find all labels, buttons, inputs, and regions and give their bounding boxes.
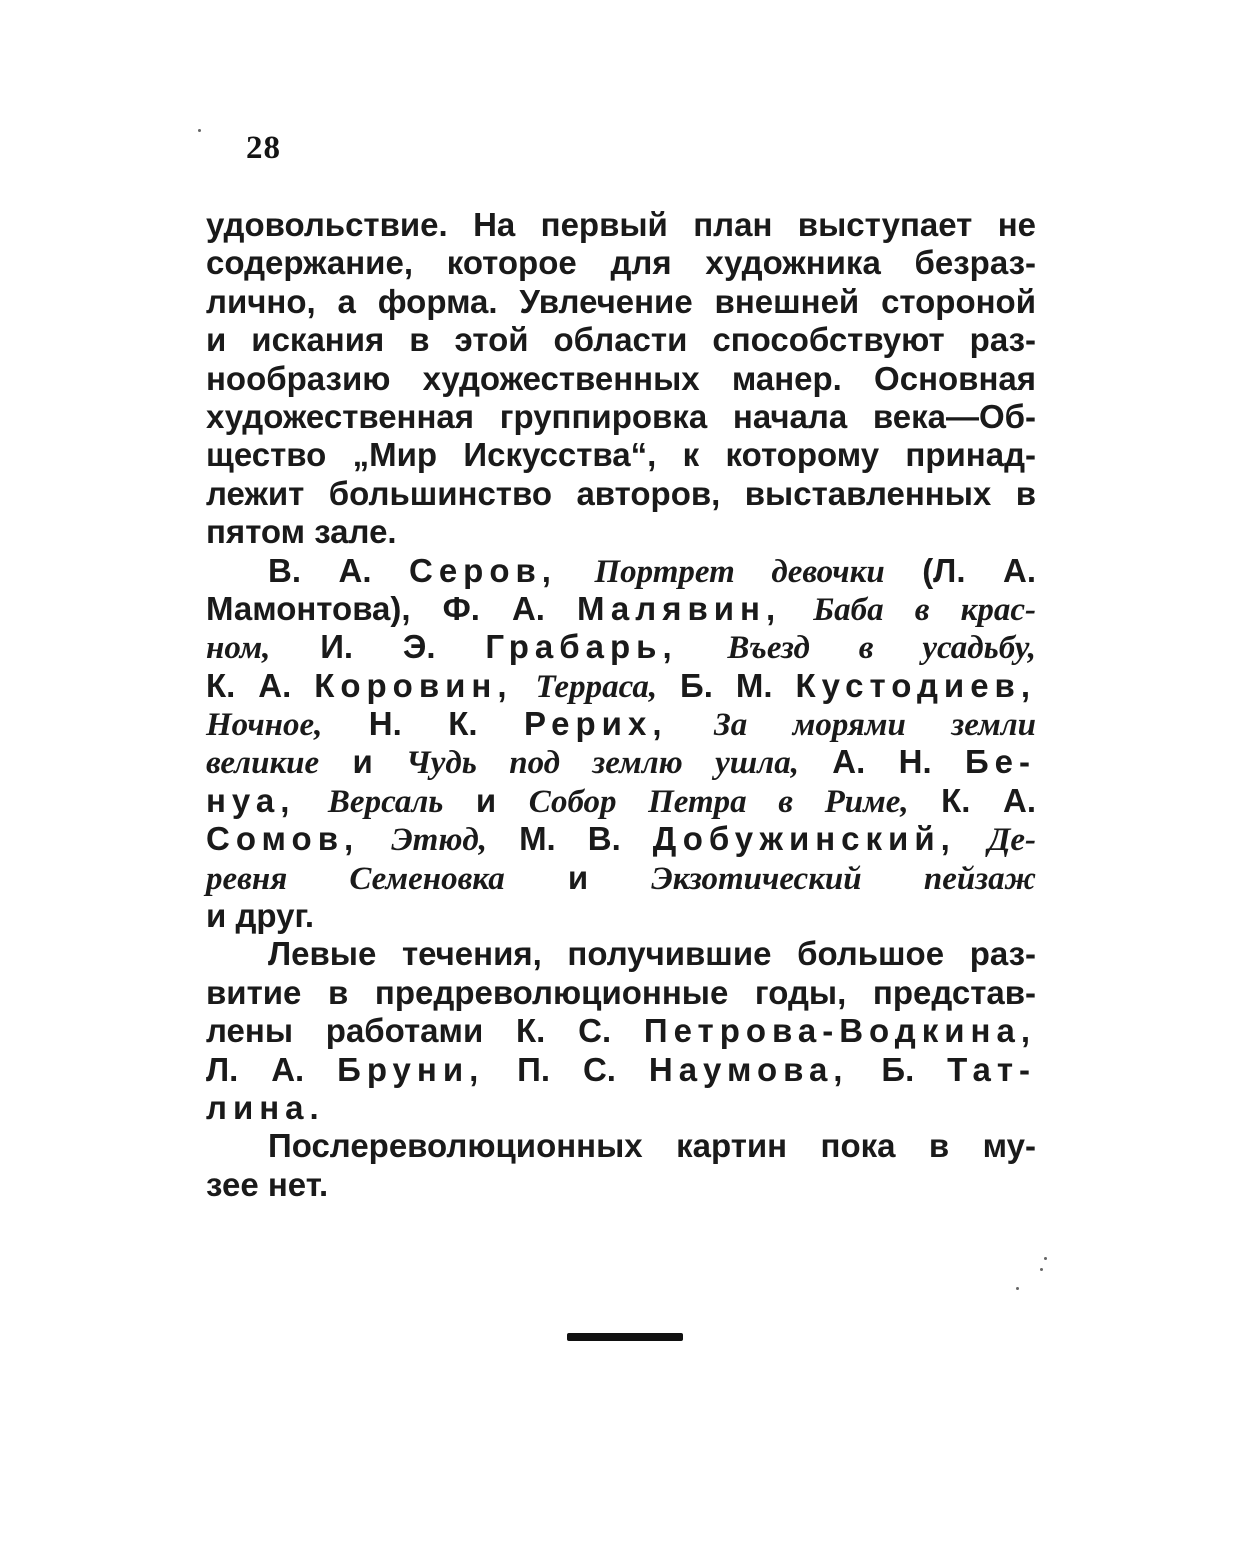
text-run <box>557 552 595 589</box>
artwork-title: Собор Петра в Риме, <box>528 783 909 820</box>
artist-name: Петрова-Водкина, <box>643 1012 1036 1050</box>
artist-name: Рерих, <box>523 705 668 743</box>
page-number: 28 <box>246 130 281 166</box>
artwork-title: Де- <box>987 822 1036 859</box>
text-line <box>206 667 1036 705</box>
artwork-title: Экзотический пейзаж <box>651 860 1036 897</box>
text-line <box>206 859 1036 897</box>
print-speck <box>198 129 201 132</box>
text-run <box>513 667 536 704</box>
artist-name: Кустодиев, <box>795 666 1037 704</box>
text-line: пятом зале. <box>206 513 397 551</box>
text-run: лены работами К. С. <box>206 1012 644 1050</box>
text-run: А. Н. <box>798 743 965 781</box>
text-run <box>956 820 988 857</box>
text-run: (Л. А. <box>884 551 1037 589</box>
artwork-title: ревня Семеновка <box>206 860 505 897</box>
artist-name: нуа, <box>206 781 296 819</box>
text-run <box>295 782 328 819</box>
text-line: художественная группировка начала века—Об- <box>206 397 1036 435</box>
text-run: И. Э. <box>270 628 486 666</box>
text-run: К. А. <box>908 781 1036 819</box>
text-line: лежит большинство авторов, выставленных в <box>206 474 1036 512</box>
artwork-title: Ночное, <box>206 707 323 744</box>
artwork-title: Въезд в усадьбу, <box>727 630 1036 667</box>
print-speck <box>1040 1268 1043 1271</box>
artist-name: Тат- <box>947 1050 1036 1088</box>
artwork-title: Версаль <box>327 783 444 820</box>
text-run <box>678 628 728 665</box>
text-run: Б. <box>848 1050 948 1088</box>
text-run: Л. А. <box>206 1050 338 1088</box>
text-run: К. А. <box>206 666 315 704</box>
text-run: М. В. <box>487 820 653 858</box>
text-line <box>206 782 1036 820</box>
text-line <box>206 1051 1036 1089</box>
artwork-title: Баба в крас- <box>813 591 1036 628</box>
text-line: удовольствие. На первый план выступает не <box>206 206 1036 243</box>
text-run <box>781 590 813 627</box>
text-line <box>206 705 1036 743</box>
text-line: нообразию художественных манер. Основная <box>206 359 1036 397</box>
artist-name: Наумова, <box>648 1050 849 1088</box>
text-line <box>206 743 1036 781</box>
artwork-title: За морями земли <box>713 707 1036 744</box>
text-line <box>206 820 1036 858</box>
artist-name: Коровин, <box>314 666 513 704</box>
text-run: В. А. <box>268 551 409 589</box>
artist-name: Добужинский, <box>652 820 956 858</box>
text-line: витие в предреволюционные годы, представ- <box>206 973 1036 1011</box>
artist-name: Сомов, <box>206 820 360 858</box>
artwork-title: Этюд, <box>391 822 488 859</box>
text-line <box>206 628 1036 666</box>
text-run: и друг. <box>206 897 315 935</box>
artwork-title: Чудь под землю ушла, <box>406 745 799 782</box>
text-line: лично, а форма. Увлечение внешней стороной <box>206 282 1036 320</box>
text-run <box>668 705 714 742</box>
end-rule <box>567 1333 683 1341</box>
text-line <box>206 897 1036 935</box>
artwork-title: ном, <box>206 630 271 667</box>
print-speck <box>1016 1287 1019 1290</box>
text-line: Левые течения, получившие большое раз- <box>268 935 1036 973</box>
artist-name: Малявин, <box>577 589 782 627</box>
artist-name: Бруни, <box>337 1050 485 1088</box>
text-run: и <box>443 781 529 819</box>
page-text <box>206 206 1036 1204</box>
text-run: и <box>319 743 407 781</box>
text-run <box>359 820 391 857</box>
text-line: содержание, которое для художника безраз- <box>206 244 1036 282</box>
text-line <box>206 1012 1036 1050</box>
text-line <box>206 590 1036 628</box>
artist-name: Грабарь, <box>485 628 678 666</box>
artist-name: Бе- <box>964 743 1036 781</box>
text-line: Послереволюционных картин пока в му- <box>268 1127 1036 1165</box>
artwork-title: Терраса, <box>535 668 658 705</box>
artist-name: лина. <box>206 1088 325 1126</box>
text-run: Мамонтова), Ф. А. <box>206 589 578 627</box>
text-line <box>206 1089 1036 1127</box>
text-line: щество „Мир Искусства“, к которому принад- <box>206 436 1036 474</box>
text-run: и <box>504 858 652 896</box>
text-line: и искания в этой области способствуют раз- <box>206 321 1036 359</box>
text-line <box>206 552 1036 590</box>
print-speck <box>1044 1257 1047 1260</box>
text-line: зее нет. <box>206 1165 329 1203</box>
artist-name: Серов, <box>409 551 557 589</box>
artwork-title: великие <box>206 745 320 782</box>
text-run: Н. К. <box>322 705 524 743</box>
artwork-title: Портрет девочки <box>594 553 885 590</box>
text-run: Б. М. <box>657 666 796 704</box>
text-run: П. С. <box>484 1050 649 1088</box>
